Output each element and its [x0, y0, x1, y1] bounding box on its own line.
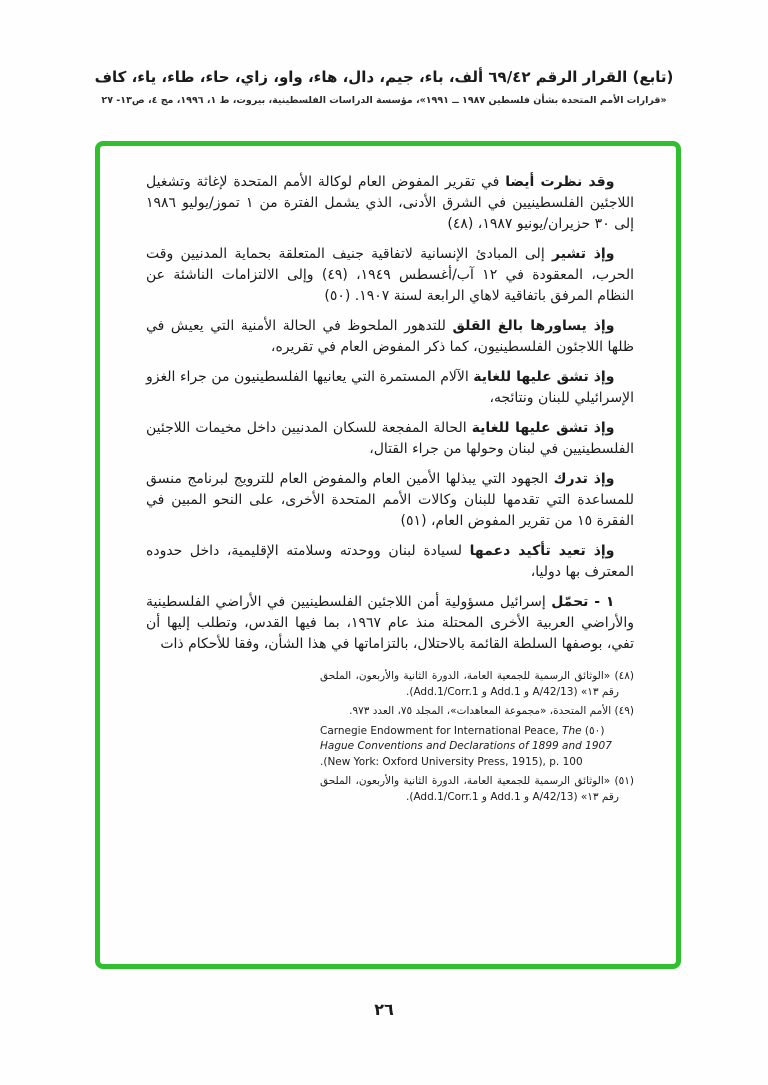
paragraph-text: للتدهور الملحوظ في الحالة الأمنية التي يعيش في ظلها اللاجئون الفلسطينيون، كما ذكر المفوض العام في تقريره،	[146, 318, 634, 355]
footnote-text: الأمم المتحدة، «مجموعة المعاهدات»، المجلد ٧٥، العدد ٩٧٣.	[349, 705, 612, 717]
footnote	[320, 724, 634, 771]
paragraph	[146, 367, 634, 409]
footnote-text: «الوثائق الرسمية للجمعية العامة، الدورة الثانية والأربعون، الملحق رقم ١٣» (A/42/13 و Add.1 و Add.1/Corr.1).	[320, 670, 619, 698]
resolution-title: (تابع) القرار الرقم ٦٩/٤٢ ألف، باء، جيم، دال، هاء، واو، زاي، حاء، طاء، ياء، كاف	[94, 68, 674, 86]
paragraph-text: إلى المبادئ الإنسانية لاتفاقية جنيف المتعلقة بحماية المدنيين وقت الحرب، المعقودة في ١٢ آب/أغسطس ١٩٤٩، (٤٩) وإلى الالتزامات الناشئة عن النظام المرفق باتفاقية لاهاي الرابعة لسنة ١٩٠٧. (٥٠)	[146, 246, 634, 304]
source-citation-line: «قرارات الأمم المتحدة بشأن فلسطين ١٩٨٧ ــ ١٩٩١»، مؤسسة الدراسات الفلسطينية، بيروت، ط ١، ١٩٩٦، مج ٤، ص١٣- ٢٧	[101, 95, 667, 106]
paragraph-lead: وإذ يساورها بالغ القلق	[452, 318, 615, 334]
paragraph-text: في تقرير المفوض العام لوكالة الأمم المتحدة لإغاثة وتشغيل اللاجئين الفلسطينيين في الشرق الأدنى، الذي يشمل الفترة من ١ تموز/يوليو ١٩٨٦ إلى ٣٠ حزيران/يونيو ١٩٨٧، (٤٨)	[146, 174, 634, 232]
footnote-marker: (٤٩)	[614, 705, 634, 717]
paragraph	[146, 172, 634, 235]
footnotes-block	[320, 669, 634, 805]
paragraph-lead: وإذ تشق عليها للغاية	[473, 369, 615, 385]
paragraph-lead: وإذ تشق عليها للغاية	[471, 420, 615, 436]
paragraph	[146, 244, 634, 307]
footnote-marker: (٤٨)	[614, 670, 634, 682]
paragraph-lead: ١ - تحمّل	[551, 594, 615, 610]
resolution-body	[146, 172, 634, 805]
paragraph-lead: وإذ تعيد تأكيد دعمها	[469, 543, 615, 559]
footnote-marker: (٥١)	[614, 775, 634, 787]
footnote-text-italic: The Hague Conventions and Declarations of 1899 and 1907	[320, 724, 612, 752]
footnote	[320, 774, 634, 805]
footnote	[320, 704, 634, 720]
paragraph	[146, 418, 634, 460]
paragraph-text: لسيادة لبنان ووحدته وسلامته الإقليمية، داخل حدوده المعترف بها دوليا،	[146, 543, 634, 580]
page-number: ٢٦	[374, 1000, 394, 1019]
footnote-text: (New York: Oxford University Press, 1915), p. 100.	[320, 755, 583, 768]
footnote	[320, 669, 634, 700]
paragraph-lead: وقد نظرت أيضا	[505, 174, 615, 190]
paragraph-numbered	[146, 592, 634, 655]
page-header	[40, 68, 728, 106]
paragraph-text: إسرائيل مسؤولية أمن اللاجئين الفلسطينيين في الأراضي الفلسطينية والأراضي العربية الأخرى المحتلة منذ عام ١٩٦٧، بما فيها القدس، وتطلب إليها أن تفي، بوصفها السلطة القائمة بالاحتلال، بالتزاماتها في هذا الشأن، وفقا للأحكام ذات	[146, 594, 634, 652]
paragraph	[146, 469, 634, 532]
footnote-marker: (٥٠)	[584, 724, 605, 737]
paragraph-text: الآلام المستمرة التي يعانيها الفلسطينيون من جراء الغزو الإسرائيلي للبنان ونتائجه،	[146, 369, 634, 406]
paragraph	[146, 316, 634, 358]
paragraph-lead: وإذ تدرك	[553, 471, 615, 487]
paragraph-text: الحالة المفجعة للسكان المدنيين داخل مخيمات اللاجئين الفلسطينيين في لبنان وحولها من جراء القتال،	[146, 420, 634, 457]
green-border-box	[95, 141, 681, 969]
footnote-text: «الوثائق الرسمية للجمعية العامة، الدورة الثانية والأربعون، الملحق رقم ١٣» (A/42/13 و Add.1 و Add.1/Corr.1).	[320, 775, 619, 803]
paragraph-lead: وإذ تشير	[552, 246, 615, 262]
paragraph-text: الجهود التي يبذلها الأمين العام والمفوض العام للترويج لبرنامج منسق للمساعدة التي تقدمها للبنان وكالات الأمم المتحدة الأخرى، على النحو المبين في الفقرة ١٥ من تقرير المفوض العام، (٥١)	[146, 471, 634, 529]
footnote-text: Carnegie Endowment for International Peace,	[320, 724, 563, 737]
paragraph	[146, 541, 634, 583]
